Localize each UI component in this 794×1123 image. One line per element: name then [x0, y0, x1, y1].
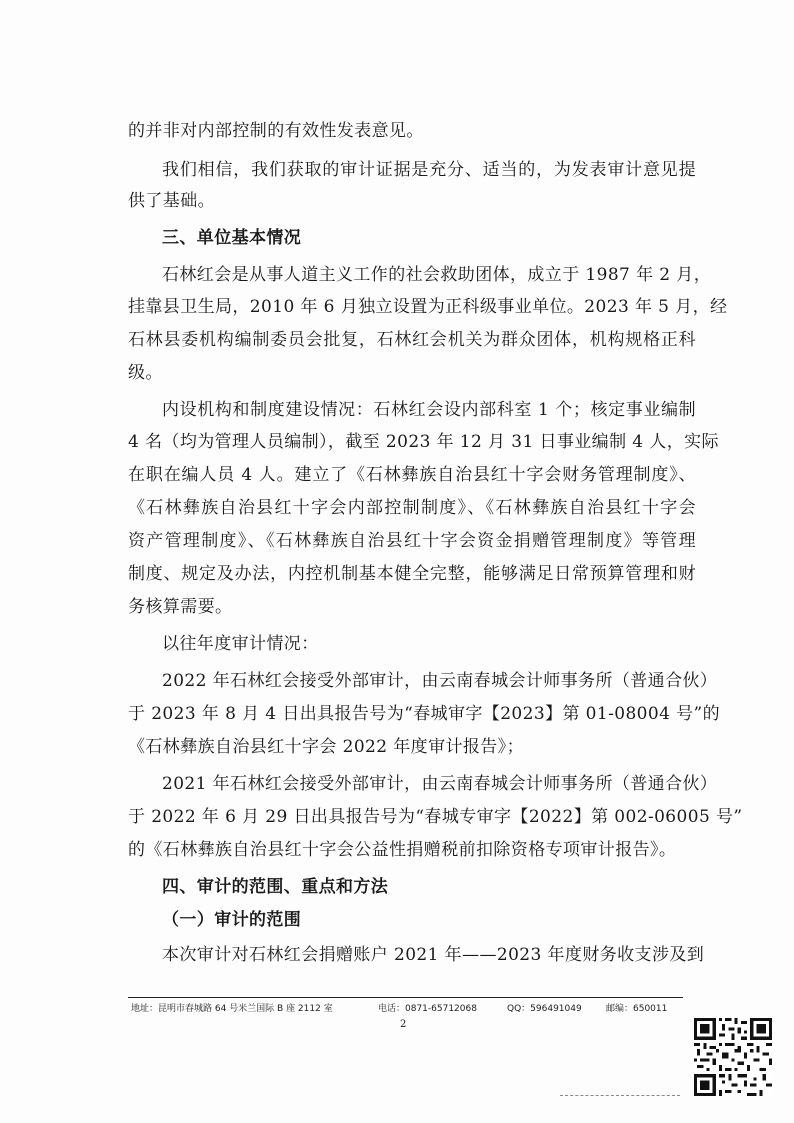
paragraph-line: 级。 — [128, 363, 163, 383]
paragraph-line: 《石林彝族自治县红十字会 2022 年度审计报告》； — [128, 737, 524, 757]
paragraph-line: 供了基础。 — [128, 191, 215, 211]
paragraph-line: 务核算需要。 — [128, 597, 233, 617]
paragraph-line: 制度、规定及办法，内控机制基本健全完整，能够满足日常预算管理和财 — [128, 564, 696, 584]
paragraph-line: 4 名（均为管理人员编制），截至 2023 年 12 月 31 日事业编制 4 人，实际 — [128, 432, 719, 452]
subsection-heading: （一）审计的范围 — [162, 910, 302, 930]
paragraph-line: 2022 年石林红会接受外部审计，由云南春城会计师事务所（普通合伙） — [162, 671, 718, 691]
paragraph-line: 石林县委机构编制委员会批复，石林红会机关为群众团体，机构规格正科 — [128, 330, 696, 350]
paragraph-line: 本次审计对石林红会捐赠账户 2021 年——2023 年度财务收支涉及到 — [162, 945, 705, 965]
paragraph-line: 在职在编人员 4 人。建立了《石林彝族自治县红十字会财务管理制度》、 — [128, 465, 696, 485]
scan-artifact-rule — [560, 1095, 680, 1096]
paragraph-line: 我们相信，我们获取的审计证据是充分、适当的，为发表审计意见提 — [162, 160, 696, 180]
footer-postcode: 邮编：650011 — [606, 1004, 668, 1014]
paragraph-line: 的并非对内部控制的有效性发表意见。 — [128, 121, 424, 141]
footer-qq: QQ：596491049 — [507, 1004, 582, 1014]
paragraph-line: 资产管理制度》、《石林彝族自治县红十字会资金捐赠管理制度》等管理 — [128, 531, 696, 551]
paragraph-line: 以往年度审计情况： — [162, 634, 319, 654]
paragraph-line: 于 2022 年 6 月 29 日出具报告号为“春城专审字【2022】第 002-06005 号” — [128, 807, 743, 827]
section-heading: 三、单位基本情况 — [162, 228, 302, 248]
paragraph-line: 的《石林彝族自治县红十字会公益性捐赠税前扣除资格专项审计报告》。 — [128, 840, 677, 860]
qr-code-icon — [694, 1018, 772, 1096]
paragraph-line: 挂靠县卫生局，2010 年 6 月独立设置为正科级事业单位。2023 年 5 月，经 — [128, 297, 728, 317]
footer-divider — [128, 997, 683, 998]
paragraph-line: 内设机构和制度建设情况：石林红会设内部科室 1 个；核定事业编制 — [162, 400, 696, 420]
paragraph-line: 《石林彝族自治县红十字会内部控制制度》、《石林彝族自治县红十字会 — [128, 498, 696, 518]
paragraph-line: 石林红会是从事人道主义工作的社会救助团体，成立于 1987 年 2 月， — [162, 265, 712, 285]
footer-address: 地址：昆明市春城路 64 号米兰国际 B 座 2112 室 — [131, 1004, 333, 1014]
section-heading: 四、审计的范围、重点和方法 — [162, 877, 389, 897]
paragraph-line: 于 2023 年 8 月 4 日出具报告号为“春城审字【2023】第 01-08004 号”的 — [128, 704, 721, 724]
paragraph-line: 2021 年石林红会接受外部审计，由云南春城会计师事务所（普通合伙） — [162, 774, 718, 794]
page-number: 2 — [400, 1019, 407, 1030]
footer-phone: 电话：0871-65712068 — [378, 1004, 477, 1014]
